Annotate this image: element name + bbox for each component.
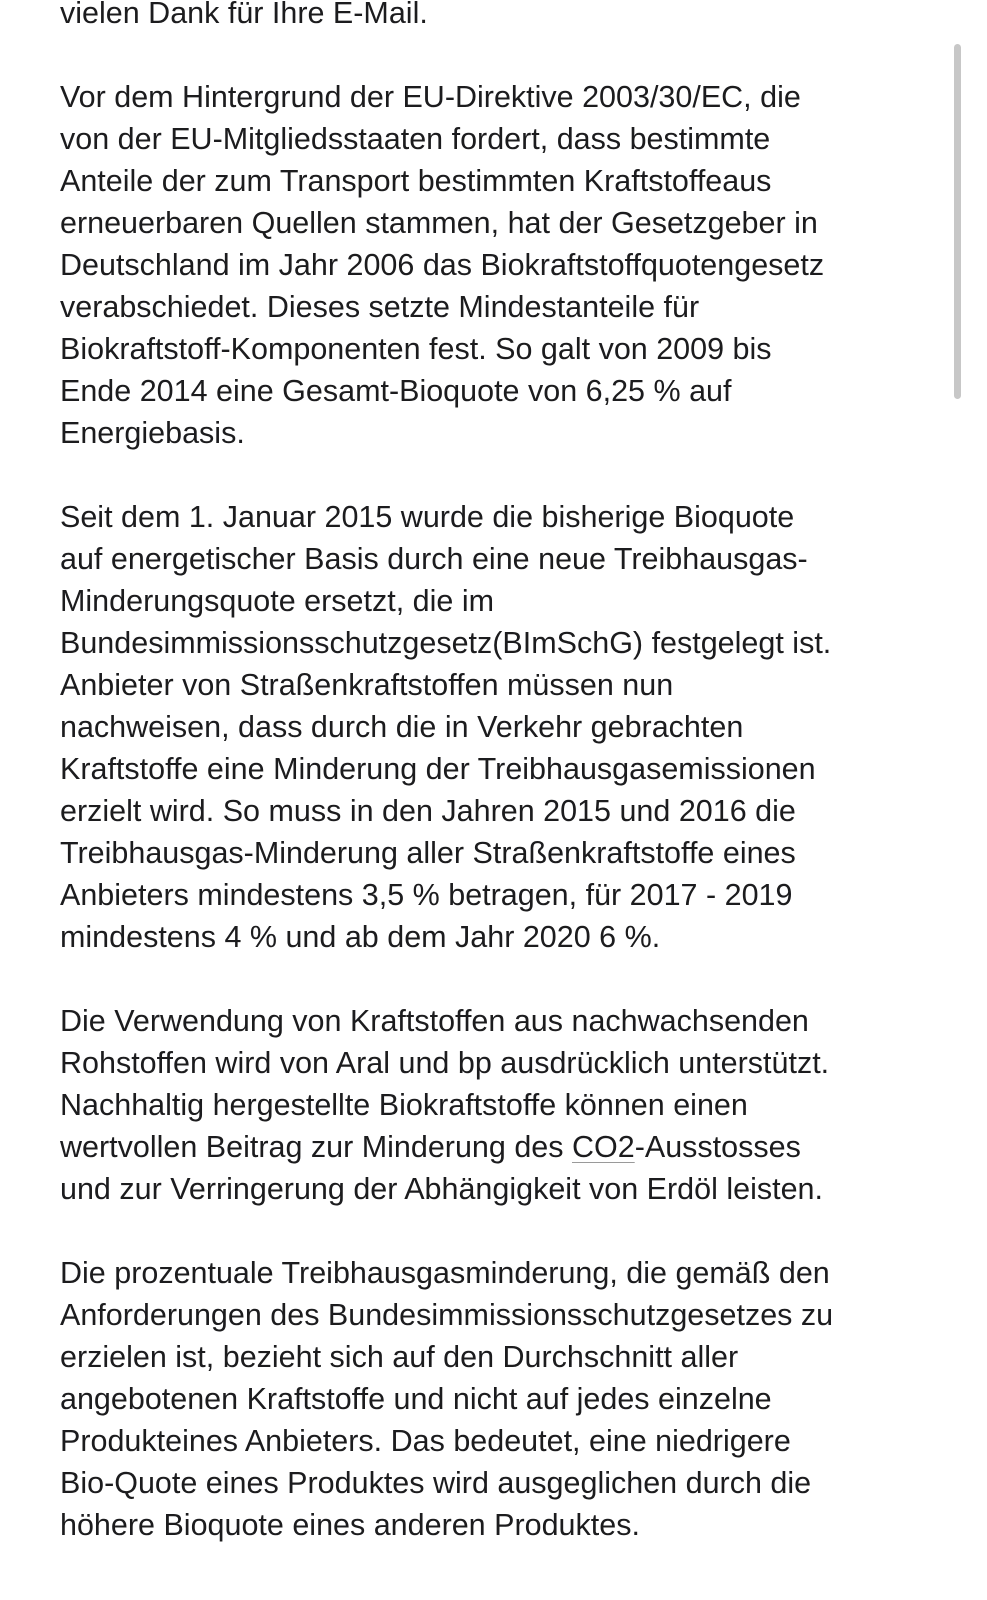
paragraph-ghg-quota: Seit dem 1. Januar 2015 wurde die bisherige Bioquote auf energetischer Basis durch eine neue Treibhausgas- Minderungsquote ersetzt, die im Bundesimmissionsschutzgesetz(BImSchG) festgelegt ist. Anbieter von Straßenkraftstoffen müssen nun nachweisen, dass durch die in Verkehr gebrachten Kraftstoffe eine Minderung der Treibhausgasemissionen erzielt wird. So muss in den Jahren 2015 und 2016 die Treibhausgas-Minderung aller Straßenkraftstoffe eines Anbieters mindestens 3,5 % betragen, für 2017 - 2019 mindestens 4 % und ab dem Jahr 2020 6 %. [60, 500, 832, 954]
paragraph-renewable-text-b: -Ausstosses und zur Verringerung der Abhängigkeit von Erdöl leisten. [60, 1130, 823, 1206]
co2-link[interactable]: CO2 [571, 1130, 635, 1164]
greeting-line: vielen Dank für Ihre E-Mail. [60, 0, 428, 30]
paragraph-renewable-text-a: Die Verwendung von Kraftstoffen aus nachwachsenden Rohstoffen wird von Aral und bp ausdrücklich unterstützt. Nachhaltig hergestellte Biokraftstoffe können einen wertvollen Beitrag zur Minderung des [60, 1004, 830, 1164]
paragraph-eu-directive: Vor dem Hintergrund der EU-Direktive 2003/30/EC, die von der EU-Mitgliedsstaaten fordert, dass bestimmte Anteile der zum Transport bestimmten Kraftstoffeaus erneuerbaren Quellen stammen, hat der Gesetzgeber in Deutschland im Jahr 2006 das Biokraftstoffquotengesetz verabschiedet. Dieses setzte Mindestanteile für Biokraftstoff-Komponenten fest. So galt von 2009 bis Ende 2014 eine Gesamt-Bioquote von 6,25 % auf Energiebasis. [60, 80, 825, 450]
paragraph-renewable-support [60, 1000, 920, 1210]
email-body [60, 0, 920, 1588]
paragraph-average-reduction: Die prozentuale Treibhausgasminderung, die gemäß den Anforderungen des Bundesimmissionsschutzgesetzes zu erzielen ist, bezieht sich auf den Durchschnitt aller angebotenen Kraftstoffe und nicht auf jedes einzelne Produkteines Anbieters. Das bedeutet, eine niedrigere Bio-Quote eines Produktes wird ausgeglichen durch die höhere Bioquote eines anderen Produktes. [60, 1256, 834, 1542]
scrollbar-thumb[interactable] [954, 44, 961, 399]
